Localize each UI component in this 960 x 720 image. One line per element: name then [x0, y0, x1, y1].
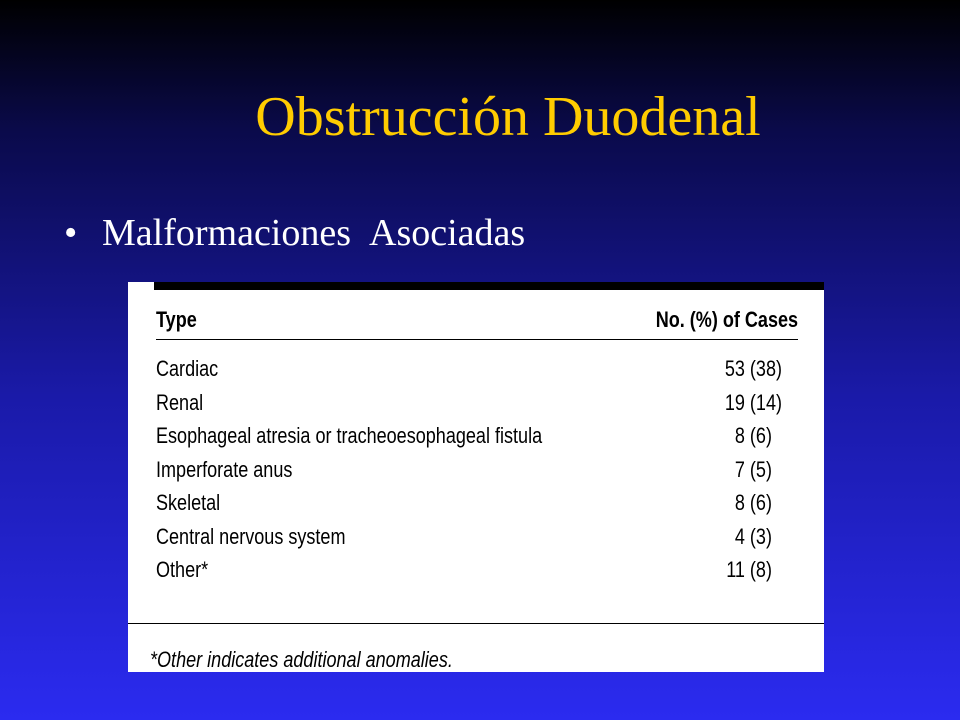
cell-type: Skeletal — [156, 490, 221, 515]
cell-cases: 8 (6) — [734, 490, 782, 515]
bullet-item — [64, 210, 525, 256]
table-footer-rule — [128, 623, 824, 624]
bullet-marker: • — [64, 212, 78, 254]
table-footnote: *Other indicates additional anomalies. — [150, 647, 453, 672]
table-row — [156, 419, 798, 453]
table-top-rule — [154, 282, 824, 290]
cell-type: Other* — [156, 557, 209, 582]
table-row — [156, 453, 798, 487]
header-type: Type — [156, 307, 197, 332]
cell-cases: 11 (8) — [726, 557, 782, 582]
table-row — [156, 486, 798, 520]
cell-cases: 7 (5) — [734, 456, 782, 482]
table-header-rule — [156, 339, 798, 340]
cell-type: Renal — [156, 389, 204, 415]
header-cases: No. (%) of Cases — [655, 307, 799, 332]
table-header-row — [156, 304, 799, 336]
bullet-word-asociadas: Asociadas — [369, 212, 526, 254]
table-row — [156, 553, 798, 587]
table-body — [156, 352, 798, 587]
cell-type: Central nervous system — [156, 523, 346, 549]
cell-cases: 4 (3) — [734, 523, 782, 549]
cell-type: Cardiac — [156, 356, 219, 381]
table-row — [156, 386, 798, 420]
cell-type: Esophageal atresia or tracheoesophageal fistula — [156, 423, 543, 448]
cell-cases: 53 (38) — [724, 356, 782, 381]
cell-type: Imperforate anus — [156, 456, 293, 482]
malformations-table — [128, 282, 824, 672]
bullet-word-malformaciones: Malformaciones — [102, 212, 352, 254]
slide-title: Obstrucción Duodenal — [255, 86, 761, 148]
table-row — [156, 352, 798, 386]
table-row — [156, 520, 798, 554]
cell-cases: 8 (6) — [734, 423, 782, 448]
cell-cases: 19 (14) — [724, 389, 782, 415]
